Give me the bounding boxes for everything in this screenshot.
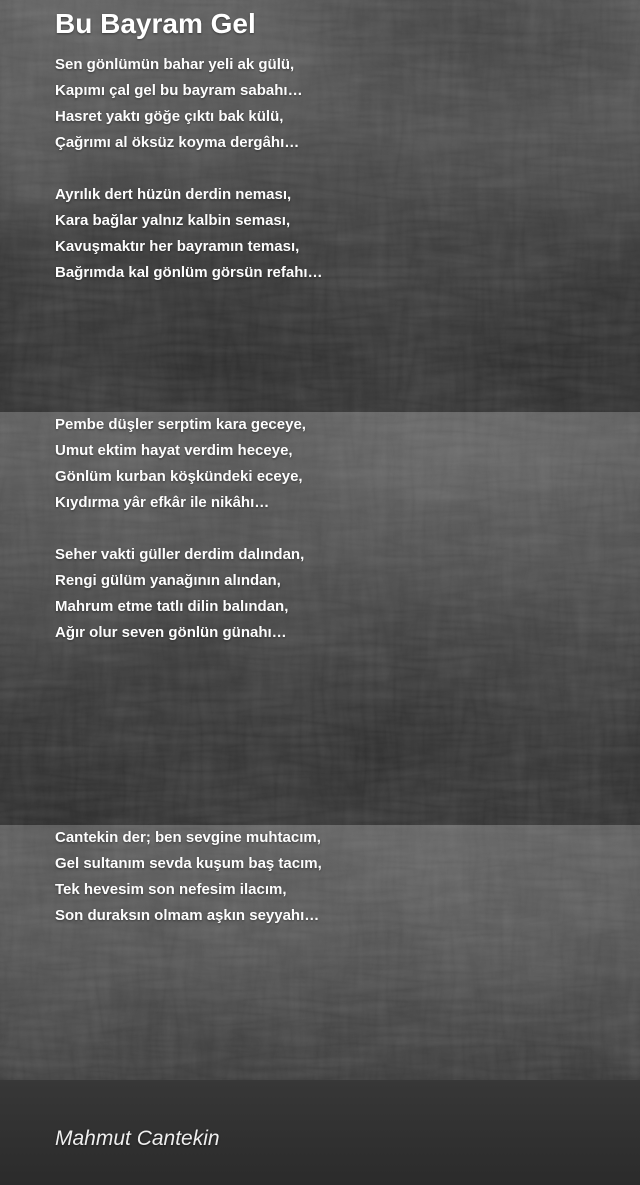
- poem-line: Tek hevesim son nefesim ilacım,: [55, 881, 287, 898]
- poem-panel-2-content: [0, 412, 640, 646]
- poem-line: Son duraksın olmam aşkın seyyahı…: [55, 907, 320, 924]
- poem-line: Umut ektim hayat verdim heceye,: [55, 442, 293, 459]
- stanza-4: [55, 542, 610, 646]
- poem-panel-2: [0, 412, 640, 772]
- poem-line: Kavuşmaktır her bayramın teması,: [55, 238, 300, 255]
- poem-line: Ağır olur seven gönlün günahı…: [55, 624, 287, 641]
- poem-line: Cantekin der; ben sevgine muhtacım,: [55, 829, 321, 846]
- author-name: Mahmut Cantekin: [55, 1127, 220, 1150]
- poem-line: Kıydırma yâr efkâr ile nikâhı…: [55, 494, 270, 511]
- stanza-2: [55, 182, 610, 286]
- poem-panel-1: [0, 0, 640, 360]
- poem-line: Gel sultanım sevda kuşum baş tacım,: [55, 855, 322, 872]
- stanza-3: [55, 412, 610, 516]
- poem-line: Sen gönlümün bahar yeli ak gülü,: [55, 56, 295, 73]
- poem-line: Çağrımı al öksüz koyma dergâhı…: [55, 134, 300, 151]
- poem-line: Pembe düşler serptim kara geceye,: [55, 416, 306, 433]
- stanza-1: [55, 52, 610, 156]
- poem-line: Hasret yaktı göğe çıktı bak külü,: [55, 108, 284, 125]
- poem-line: Kara bağlar yalnız kalbin seması,: [55, 212, 291, 229]
- poem-panel-3-content: [0, 825, 640, 929]
- poem-line: Mahrum etme tatlı dilin balından,: [55, 598, 289, 615]
- poem-line: Seher vakti güller derdim dalından,: [55, 546, 305, 563]
- poem-line: Bağrımda kal gönlüm görsün refahı…: [55, 264, 323, 281]
- poem-line: Ayrılık dert hüzün derdin neması,: [55, 186, 292, 203]
- poem-line: Gönlüm kurban köşkündeki eceye,: [55, 468, 303, 485]
- poem-line: Kapımı çal gel bu bayram sabahı…: [55, 82, 303, 99]
- poem-line: Rengi gülüm yanağının alından,: [55, 572, 281, 589]
- stanza-5: [55, 825, 610, 929]
- poem-panel-1-content: [0, 0, 640, 286]
- poem-title: Bu Bayram Gel: [55, 8, 256, 39]
- poem-panel-3: [0, 825, 640, 1185]
